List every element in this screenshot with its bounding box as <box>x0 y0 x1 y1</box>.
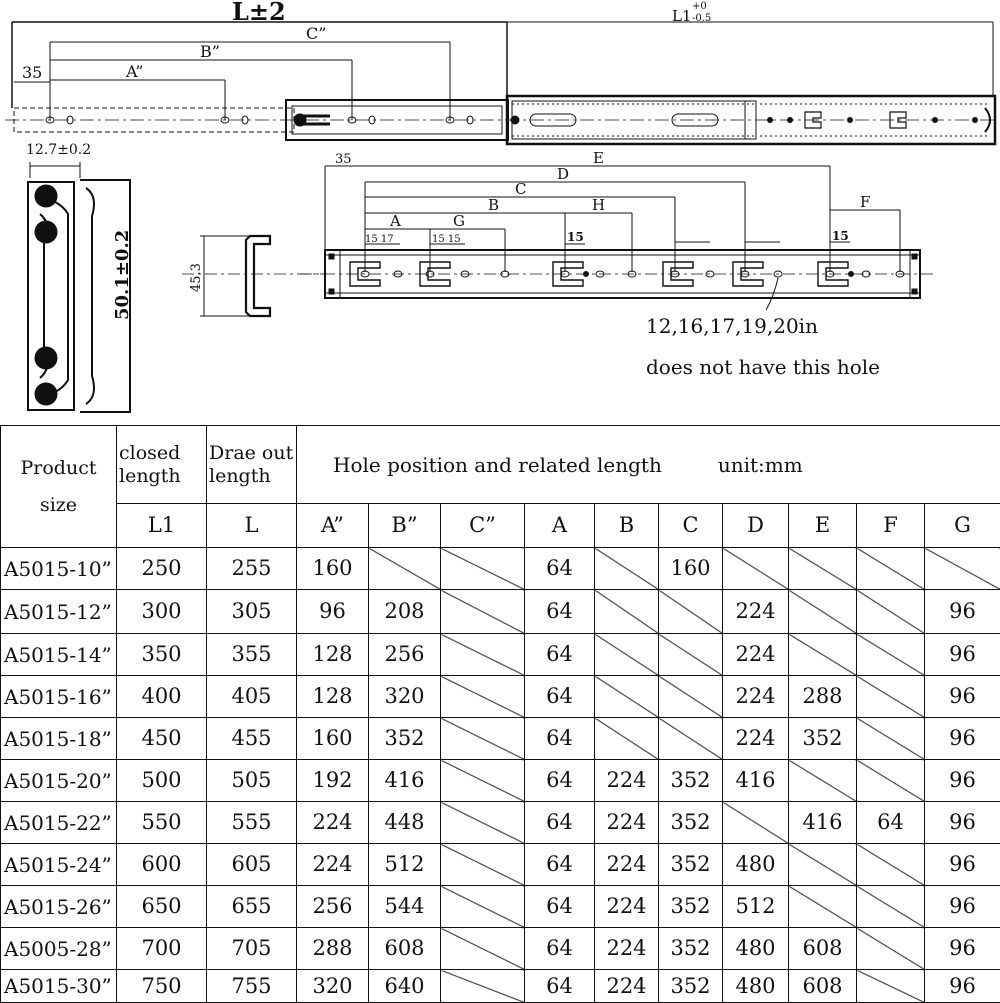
empty-cell <box>789 634 857 676</box>
empty-cell <box>857 760 925 802</box>
empty-cell <box>441 590 525 634</box>
value-cell: 505 <box>207 760 297 802</box>
empty-cell <box>857 970 925 1003</box>
value-cell: 352 <box>659 802 723 844</box>
member-pitch-15-15: 15 15 <box>432 234 461 245</box>
value-cell: 64 <box>525 970 595 1003</box>
value-cell: 64 <box>525 760 595 802</box>
value-cell: 192 <box>297 760 369 802</box>
value-cell: 455 <box>207 718 297 760</box>
value-cell: 355 <box>207 634 297 676</box>
value-cell: 655 <box>207 886 297 928</box>
value-cell: 256 <box>369 634 441 676</box>
value-cell: 64 <box>525 634 595 676</box>
column-header: C <box>659 504 723 548</box>
value-cell: 64 <box>525 844 595 886</box>
empty-cell <box>857 590 925 634</box>
value-cell: 480 <box>723 970 789 1003</box>
product-size-cell: A5015-24” <box>1 844 117 886</box>
empty-cell <box>857 718 925 760</box>
value-cell: 96 <box>925 928 1000 970</box>
empty-cell <box>789 590 857 634</box>
empty-cell <box>369 548 441 590</box>
value-cell: 352 <box>659 928 723 970</box>
value-cell: 224 <box>723 634 789 676</box>
value-cell: 224 <box>595 928 659 970</box>
value-cell: 96 <box>925 676 1000 718</box>
value-cell: 608 <box>369 928 441 970</box>
value-cell: 416 <box>789 802 857 844</box>
empty-cell <box>595 718 659 760</box>
value-cell: 320 <box>369 676 441 718</box>
value-cell: 608 <box>789 928 857 970</box>
empty-cell <box>441 634 525 676</box>
table-row <box>1 802 1000 844</box>
product-size-cell: A5015-22” <box>1 802 117 844</box>
empty-cell <box>595 548 659 590</box>
value-cell: 352 <box>789 718 857 760</box>
header-hole-position <box>297 426 1000 504</box>
value-cell: 544 <box>369 886 441 928</box>
value-cell: 224 <box>595 802 659 844</box>
value-cell: 650 <box>117 886 207 928</box>
product-size-cell: A5015-14” <box>1 634 117 676</box>
value-cell: 224 <box>723 676 789 718</box>
empty-cell <box>789 548 857 590</box>
value-cell: 700 <box>117 928 207 970</box>
empty-cell <box>857 676 925 718</box>
value-cell: 224 <box>297 844 369 886</box>
value-cell: 208 <box>369 590 441 634</box>
profile-height-label: 45.3 <box>189 263 204 292</box>
member-pitch-15-mid: 15 <box>567 230 584 244</box>
empty-cell <box>857 844 925 886</box>
value-cell: 96 <box>925 634 1000 676</box>
dim-b-double: B” <box>200 42 220 61</box>
member-dim-f: F <box>860 193 870 211</box>
value-cell: 416 <box>369 760 441 802</box>
empty-cell <box>595 634 659 676</box>
product-size-cell: A5015-30” <box>1 970 117 1003</box>
table-row <box>1 886 1000 928</box>
value-cell: 448 <box>369 802 441 844</box>
header-drawout-length: Drae out length <box>207 426 297 504</box>
overall-length-label: L±2 <box>232 0 286 26</box>
value-cell: 224 <box>595 970 659 1003</box>
empty-cell <box>441 676 525 718</box>
value-cell: 480 <box>723 844 789 886</box>
value-cell: 352 <box>659 886 723 928</box>
value-cell: 256 <box>297 886 369 928</box>
empty-cell <box>441 928 525 970</box>
value-cell: 300 <box>117 590 207 634</box>
empty-cell <box>441 970 525 1003</box>
hole-note-line2: does not have this hole <box>646 355 880 379</box>
empty-cell <box>925 548 1000 590</box>
header-product-size: Product size <box>1 426 117 548</box>
value-cell: 608 <box>789 970 857 1003</box>
empty-cell <box>659 634 723 676</box>
dim-c-double: C” <box>306 24 326 43</box>
hole-position-title: Hole position and related length <box>333 453 662 477</box>
value-cell: 96 <box>925 802 1000 844</box>
empty-cell <box>723 802 789 844</box>
column-header: E <box>789 504 857 548</box>
value-cell: 288 <box>789 676 857 718</box>
member-dim-e: E <box>593 149 604 167</box>
product-size-cell: A5015-16” <box>1 676 117 718</box>
dim-a-double: A” <box>125 62 143 81</box>
empty-cell <box>659 676 723 718</box>
value-cell: 640 <box>369 970 441 1003</box>
empty-cell <box>789 844 857 886</box>
dim-35-top: 35 <box>22 63 42 82</box>
spec-table <box>0 425 1000 1003</box>
column-header: L1 <box>117 504 207 548</box>
unit-label: unit:mm <box>718 453 803 477</box>
slide-assembly-view <box>5 22 998 144</box>
column-header: L <box>207 504 297 548</box>
empty-cell <box>857 634 925 676</box>
table-row <box>1 548 1000 590</box>
value-cell: 160 <box>297 548 369 590</box>
value-cell: 224 <box>297 802 369 844</box>
value-cell: 750 <box>117 970 207 1003</box>
value-cell: 405 <box>207 676 297 718</box>
empty-cell <box>595 590 659 634</box>
product-size-cell: A5015-12” <box>1 590 117 634</box>
member-pitch-15-right: 15 <box>832 229 849 243</box>
value-cell: 64 <box>525 886 595 928</box>
empty-cell <box>595 676 659 718</box>
empty-cell <box>441 760 525 802</box>
empty-cell <box>441 718 525 760</box>
column-header: F <box>857 504 925 548</box>
value-cell: 416 <box>723 760 789 802</box>
closed-tolerance-top: +0 <box>692 1 707 12</box>
table-row <box>1 928 1000 970</box>
column-header: B <box>595 504 659 548</box>
column-header: A” <box>297 504 369 548</box>
value-cell: 352 <box>369 718 441 760</box>
column-header: D <box>723 504 789 548</box>
value-cell: 96 <box>925 718 1000 760</box>
empty-cell <box>857 548 925 590</box>
table-row <box>1 676 1000 718</box>
product-size-cell: A5015-26” <box>1 886 117 928</box>
member-pitch-15-17: 15 17 <box>365 234 394 245</box>
empty-cell <box>723 548 789 590</box>
table-row <box>1 590 1000 634</box>
value-cell: 250 <box>117 548 207 590</box>
value-cell: 96 <box>925 760 1000 802</box>
value-cell: 605 <box>207 844 297 886</box>
member-dim-a: A <box>389 212 401 230</box>
column-header: G <box>925 504 1000 548</box>
table-row <box>1 634 1000 676</box>
member-dim-g: G <box>453 212 465 230</box>
value-cell: 64 <box>525 928 595 970</box>
value-cell: 64 <box>525 676 595 718</box>
value-cell: 96 <box>925 590 1000 634</box>
value-cell: 160 <box>659 548 723 590</box>
empty-cell <box>789 760 857 802</box>
value-cell: 512 <box>369 844 441 886</box>
value-cell: 255 <box>207 548 297 590</box>
member-dim-d: D <box>557 165 569 183</box>
column-header: A <box>525 504 595 548</box>
value-cell: 600 <box>117 844 207 886</box>
header-closed-length: closed length <box>117 426 207 504</box>
value-cell: 64 <box>525 590 595 634</box>
value-cell: 755 <box>207 970 297 1003</box>
value-cell: 305 <box>207 590 297 634</box>
empty-cell <box>789 886 857 928</box>
value-cell: 512 <box>723 886 789 928</box>
value-cell: 128 <box>297 676 369 718</box>
value-cell: 224 <box>723 590 789 634</box>
value-cell: 352 <box>659 844 723 886</box>
product-size-cell: A5015-10” <box>1 548 117 590</box>
header-row-1 <box>1 426 1000 504</box>
member-dim-c: C <box>515 180 526 198</box>
value-cell: 224 <box>595 760 659 802</box>
column-header-row <box>1 504 1000 548</box>
value-cell: 128 <box>297 634 369 676</box>
member-dim-b: B <box>488 196 499 214</box>
value-cell: 64 <box>525 718 595 760</box>
value-cell: 96 <box>925 844 1000 886</box>
empty-cell <box>857 928 925 970</box>
value-cell: 64 <box>525 548 595 590</box>
value-cell: 224 <box>595 844 659 886</box>
value-cell: 96 <box>297 590 369 634</box>
product-size-cell: A5005-28” <box>1 928 117 970</box>
empty-cell <box>441 844 525 886</box>
closed-tolerance-bottom: -0.5 <box>692 13 711 24</box>
value-cell: 352 <box>659 970 723 1003</box>
closed-length-label: L1 <box>672 7 692 25</box>
empty-cell <box>441 548 525 590</box>
member-dim-35: 35 <box>335 152 352 167</box>
product-size-cell: A5015-20” <box>1 760 117 802</box>
table-row <box>1 970 1000 1003</box>
technical-drawing <box>0 0 1000 425</box>
empty-cell <box>659 590 723 634</box>
value-cell: 224 <box>723 718 789 760</box>
value-cell: 320 <box>297 970 369 1003</box>
empty-cell <box>441 802 525 844</box>
value-cell: 400 <box>117 676 207 718</box>
value-cell: 160 <box>297 718 369 760</box>
empty-cell <box>441 886 525 928</box>
value-cell: 480 <box>723 928 789 970</box>
value-cell: 352 <box>659 760 723 802</box>
width-label: 12.7±0.2 <box>26 142 91 158</box>
empty-cell <box>659 718 723 760</box>
value-cell: 350 <box>117 634 207 676</box>
value-cell: 64 <box>857 802 925 844</box>
value-cell: 555 <box>207 802 297 844</box>
value-cell: 224 <box>595 886 659 928</box>
column-header: B” <box>369 504 441 548</box>
hole-note-line1: 12,16,17,19,20in <box>646 314 818 338</box>
value-cell: 450 <box>117 718 207 760</box>
value-cell: 705 <box>207 928 297 970</box>
value-cell: 96 <box>925 970 1000 1003</box>
value-cell: 64 <box>525 802 595 844</box>
table-row <box>1 718 1000 760</box>
column-header: C” <box>441 504 525 548</box>
value-cell: 550 <box>117 802 207 844</box>
value-cell: 500 <box>117 760 207 802</box>
value-cell: 288 <box>297 928 369 970</box>
table-row <box>1 844 1000 886</box>
table-row <box>1 760 1000 802</box>
value-cell: 96 <box>925 886 1000 928</box>
member-dim-h: H <box>592 196 605 214</box>
height-label: 50.1±0.2 <box>112 230 133 320</box>
empty-cell <box>857 886 925 928</box>
product-size-cell: A5015-18” <box>1 718 117 760</box>
